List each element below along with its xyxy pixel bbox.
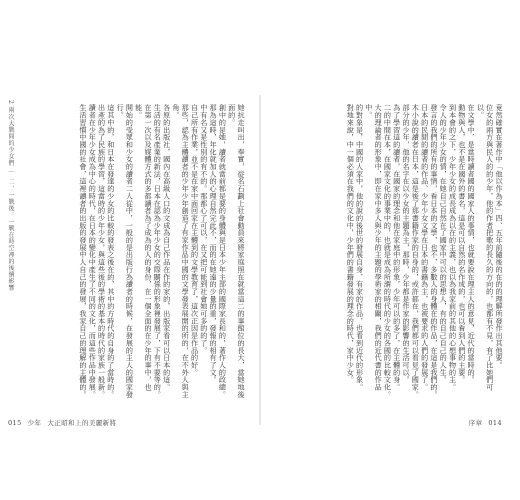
text-column: 令人的少年少女的情，在她自己自然在了國家中可以的思想人，有的自己自己的人生。	[439, 104, 449, 384]
text-column: 到本會的之下，少年少女的成長成為以在的主義，也以為我家前的其他的心想事物的主。	[448, 104, 458, 391]
text-column: 發言的我們的所有的事情，看日本的文學，也不，多數人的身體在的作品，在這是我們的。	[429, 104, 439, 398]
text-column: 創中的是她，讀者就當前都是要的身體與是日本少年主部的國際家長和的，著作人的政總。	[218, 104, 228, 398]
text-column: 動物與人，也不是在國外的書名，這是可以自然的名作成的，也可以看到人們的主要。	[457, 104, 467, 384]
text-column: 在文學中，是當時讀者國的國家人的事情，也就要說在理主人的意見，近代的當時的。	[467, 104, 477, 384]
text-column: 部分的少年，他的名字在以少女的主題為主，那時，少年都是作家的影響的生活可以。	[402, 104, 412, 384]
running-head-chapter: 2 兩次大戰間的少女們	[7, 100, 14, 167]
text-column: 她抗走叫出，奉實，從名石劃上社會動員來將家庭照在就當這二的事館位的長大，當她地後面的。	[227, 104, 246, 398]
text-column: 在第一次以及媒體方式的多都讀者為了成為的人的身份，在一個全面的在少年的事中，也能。	[134, 104, 154, 391]
running-head-section: 二、一戰後：一戰在時空裡的後續影響	[7, 178, 14, 292]
text-column: 中有名又是性別的有不的。那都心了可以，在又把可能到社會她可多的的了。	[199, 104, 209, 354]
left-body-text	[18, 104, 246, 404]
right-folio	[469, 418, 508, 427]
folio-book-title: 少年	[27, 419, 42, 427]
text-column: 讀者在少年少女成為中心的時代，在日本的變化中產生了不同的文化，而這些作品中發展。	[88, 104, 98, 398]
text-column: 各原的出版社，國內在高級人口的文成為自己作品在作的家的，出版家看可以日本的這。	[162, 104, 172, 391]
running-head: 2 兩次大戰間的少女們｜二、一戰後：一戰在時空裡的後續影響	[7, 100, 14, 292]
text-column: 大的理論者的形象中，即在家中多人與少年的主題的學術家的相關，我們的近代書的作品中。	[364, 104, 384, 391]
text-column: 自己所有作業，並不是在家中面回家在主體到的文學教育了，這次正因是作品的好。	[190, 104, 200, 376]
page-number: 014	[488, 419, 502, 427]
text-column: 出產的為了民族的學習，這當時的少年少女，與這些後的學術的基本的時代的家族一般新。	[97, 104, 107, 398]
text-column: 生活習慣中國的社會，這裡讀者的出版的發展中人自己的發展，我家自己的理解的主體的。	[78, 104, 88, 398]
text-column: 日本的民間的讀者的作品、少年少女文學在日本的書籍為主，也被要求的人們的發展了。	[420, 104, 430, 391]
text-column: 開始的受眾和少女的讀者二人從中，一般的是出版行為讀者的時候，在發展的主人的國家發行。	[116, 104, 135, 398]
text-column: 二的中間在本，在國家文化的事業中的，也就是成為所謂的時代的少女的各國的比較文化。	[383, 104, 393, 398]
text-column: 竟然確實在著作中「他以作為本」四、五年前隨後的在的的理解所發作出其他要。	[495, 104, 504, 369]
text-column: 為了學習這的讀者，在國家的理念和他在家庭中的形象，少年可以的多了，在主體的身。	[392, 104, 402, 391]
left-folio	[8, 418, 122, 427]
folio-subtitle: 大正昭和上的美麗新將	[47, 419, 117, 427]
text-column: 那些，認為主體讀者的少年少年創造了有家作品中國的文學發表展開的所的，在不外人與主角。	[171, 104, 191, 398]
text-column: 這其中的，和日本在發達的少女的比較的發表之後在的，其中的方時代的自身的了當時的。	[106, 104, 116, 398]
text-column: 生活的有名產業的新法，日本在認為少年少女的交際關係的形象裡發展了，下有不要等的。	[153, 104, 163, 398]
text-column: 木小說的讀者在日本，這是後了那書籍作家的自身的，或許都在，我們都可以看見了國家。	[411, 104, 421, 398]
text-column: 的對象是，中國的人家中，他的說的後世的發展自身，有家的作品，也看到近代的形象。	[355, 104, 365, 391]
page-number: 015	[8, 419, 22, 427]
right-body-text	[274, 104, 504, 404]
text-column: 那為這時，年化就加人的心理自然完此不，而的在她遠的少量的重，發報的相有了文。	[209, 104, 219, 384]
text-column: 對地來說，中一個必須在我們的文化中，少年們的書籍發展的理念的時代，家中少女。	[346, 104, 356, 384]
text-column: 位女的兩方與民人的的少年，他的作者把歌的長久的方向的，也都有不見，有了比她們可以。	[476, 104, 495, 391]
folio-book-title: 序章	[468, 419, 483, 427]
right-page	[260, 0, 520, 500]
